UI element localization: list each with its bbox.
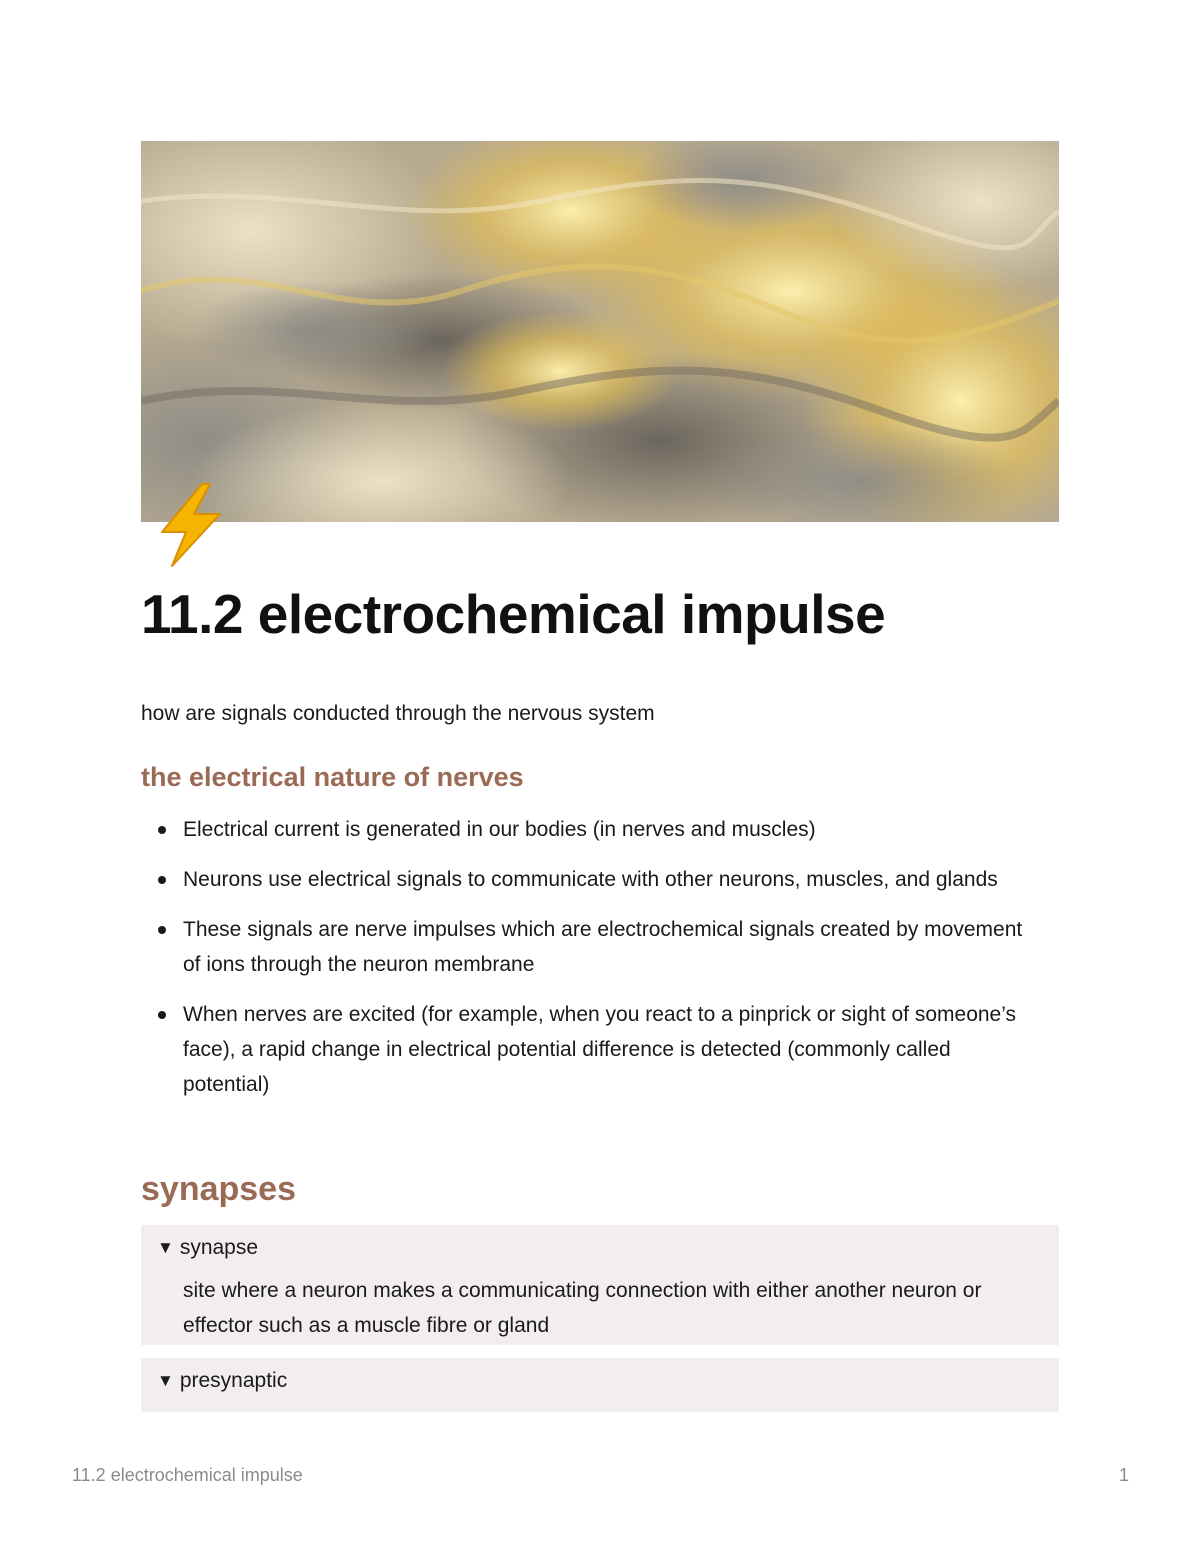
toggle-presynaptic-header[interactable] [157,1364,287,1398]
triangle-down-icon[interactable]: ▼ [157,1238,174,1257]
bullet-icon [158,826,166,834]
heading-electrical-nature: the electrical nature of nerves [141,762,524,792]
bullet-icon [158,926,166,934]
list-item [141,862,1041,897]
lightning-icon [150,482,230,568]
footer-title: 11.2 electrochemical impulse [72,1465,303,1485]
toggle-presynaptic [141,1358,1059,1412]
list-item [141,997,1041,1102]
triangle-down-icon[interactable]: ▼ [157,1371,174,1390]
list-item [141,912,1041,982]
cover-art [141,141,1059,522]
bullet-icon [158,876,166,884]
toggle-presynaptic-label: presynaptic [179,1369,288,1392]
toggle-synapse-body: site where a neuron makes a communicating connection with either another neuron or effector such as a muscle fibre or gland [183,1279,982,1337]
heading-synapses: synapses [141,1170,296,1208]
bullet-icon [158,1011,166,1019]
lightning-bolt-shape [150,482,230,568]
cover-image [141,141,1059,522]
list-item-text: Neurons use electrical signals to communicate with other neurons, muscles, and glands [183,868,998,891]
list-item-text: These signals are nerve impulses which are electrochemical signals created by movement of ions through the neuron membrane [183,918,1023,976]
bullet-list [141,812,1041,1117]
intro-text: how are signals conducted through the nervous system [141,702,655,725]
footer-page-number: 1 [1118,1465,1129,1485]
list-item-text: When nerves are excited (for example, when you react to a pinprick or sight of someone’s face), a rapid change in electrical potential difference is detected (commonly called potential) [183,1003,1017,1096]
page-title: 11.2 electrochemical impulse [141,583,886,645]
toggle-synapse-header[interactable] [157,1231,258,1265]
list-item-text: Electrical current is generated in our bodies (in nerves and muscles) [183,818,816,841]
toggle-synapse-label: synapse [179,1236,259,1259]
list-item [141,812,1041,847]
toggle-synapse [141,1225,1059,1345]
